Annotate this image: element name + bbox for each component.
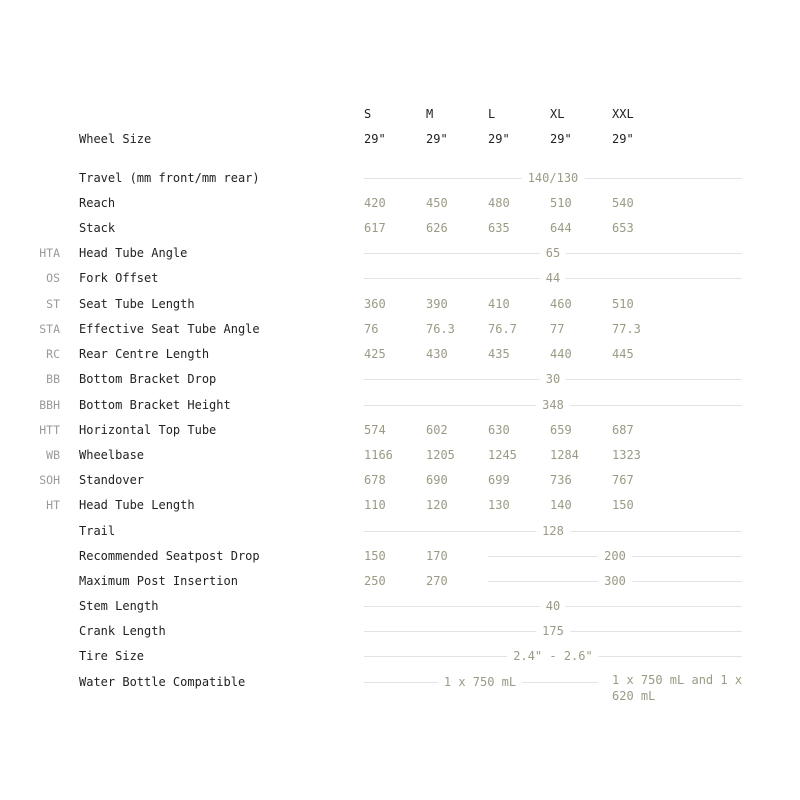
row-label: Travel (mm front/mm rear) (79, 171, 260, 185)
value-cell: 76.3 (426, 322, 455, 336)
row-label: Rear Centre Length (79, 347, 210, 361)
geometry-row-crank-length (0, 621, 800, 641)
row-abbreviation: BB (46, 372, 60, 386)
row-abbreviation: HTA (39, 246, 60, 260)
geometry-row-stack (0, 218, 800, 238)
value-cell: 1284 (550, 448, 579, 462)
geometry-row-trail (0, 521, 800, 541)
value-cell: 140 (550, 498, 572, 512)
size-header-row (0, 104, 800, 124)
row-label: Trail (79, 524, 116, 538)
value-cell: 635 (488, 221, 510, 235)
value-cell: 690 (426, 473, 448, 487)
spanned-value: 140/130 (522, 168, 585, 188)
spanned-value: 44 (540, 268, 566, 288)
value-cell: 430 (426, 347, 448, 361)
geometry-row-bottom-bracket-drop (0, 369, 800, 389)
value-cell: 150 (612, 498, 634, 512)
geometry-row-effective-seat-tube-angle (0, 319, 800, 339)
row-label: Reach (79, 196, 116, 210)
size-header-l: L (488, 107, 496, 121)
geometry-row-recommended-seatpost-drop (0, 546, 800, 566)
value-cell: 29" (550, 132, 572, 146)
value-cell: 480 (488, 196, 510, 210)
row-label: Crank Length (79, 624, 166, 638)
geometry-row-head-tube-angle (0, 243, 800, 263)
geometry-row-horizontal-top-tube (0, 420, 800, 440)
row-label: Wheel Size (79, 132, 152, 146)
spanned-value: 348 (536, 395, 570, 415)
row-label: Effective Seat Tube Angle (79, 322, 260, 336)
spanned-value: 65 (540, 243, 566, 263)
spanned-value: 128 (536, 521, 570, 541)
spanned-value: 40 (540, 596, 566, 616)
value-cell: 440 (550, 347, 572, 361)
geometry-row-water-bottle-compatible (0, 672, 800, 703)
row-abbreviation: STA (39, 322, 60, 336)
geometry-row-maximum-post-insertion (0, 571, 800, 591)
value-cell: 678 (364, 473, 386, 487)
row-label: Seat Tube Length (79, 297, 195, 311)
value-cell: 390 (426, 297, 448, 311)
row-abbreviation: HT (46, 498, 60, 512)
value-cell: 270 (426, 574, 448, 588)
size-header-xxl: XXL (612, 107, 634, 121)
value-cell: 767 (612, 473, 634, 487)
value-cell: 77 (550, 322, 565, 336)
value-cell: 170 (426, 549, 448, 563)
geometry-row-tire-size (0, 646, 800, 666)
geometry-row-seat-tube-length (0, 294, 800, 314)
spanned-value: 300 (598, 571, 632, 591)
value-cell: 699 (488, 473, 510, 487)
value-cell: 29" (426, 132, 448, 146)
spanned-value: 200 (598, 546, 632, 566)
row-label: Wheelbase (79, 448, 145, 462)
value-cell: 76 (364, 322, 379, 336)
row-label: Head Tube Length (79, 498, 195, 512)
value-cell: 1245 (488, 448, 517, 462)
value-cell: 29" (364, 132, 386, 146)
value-cell: 450 (426, 196, 448, 210)
value-cell: 626 (426, 221, 448, 235)
value-cell: 410 (488, 297, 510, 311)
value-cell: 644 (550, 221, 572, 235)
geometry-row-head-tube-length (0, 495, 800, 515)
value-cell: 1205 (426, 448, 455, 462)
row-label: Water Bottle Compatible (79, 675, 246, 689)
value-cell: 250 (364, 574, 386, 588)
value-cell: 630 (488, 423, 510, 437)
value-cell: 617 (364, 221, 386, 235)
geometry-row-wheel-size (0, 129, 800, 149)
geometry-row-reach (0, 193, 800, 213)
row-abbreviation: ST (46, 297, 60, 311)
spanned-value: 30 (540, 369, 566, 389)
value-cell: 510 (550, 196, 572, 210)
value-cell: 420 (364, 196, 386, 210)
value-cell: 29" (612, 132, 634, 146)
value-cell: 574 (364, 423, 386, 437)
geometry-row-stem-length (0, 596, 800, 616)
value-cell: 425 (364, 347, 386, 361)
row-label: Head Tube Angle (79, 246, 188, 260)
row-label: Tire Size (79, 649, 145, 663)
row-label: Horizontal Top Tube (79, 423, 217, 437)
geometry-row-wheelbase (0, 445, 800, 465)
row-abbreviation: BBH (39, 398, 60, 412)
geometry-row-bottom-bracket-height (0, 395, 800, 415)
row-label: Standover (79, 473, 145, 487)
value-cell: 1323 (612, 448, 641, 462)
value-cell: 659 (550, 423, 572, 437)
value-cell: 150 (364, 549, 386, 563)
row-label: Maximum Post Insertion (79, 574, 238, 588)
wrapped-value: 1 x 750 mL and 1 x 620 mL (612, 673, 743, 703)
size-header-m: M (426, 107, 434, 121)
row-label: Stem Length (79, 599, 159, 613)
value-cell: 360 (364, 297, 386, 311)
value-cell: 76.7 (488, 322, 517, 336)
value-cell: 510 (612, 297, 634, 311)
value-cell: 460 (550, 297, 572, 311)
value-cell: 130 (488, 498, 510, 512)
size-header-s: S (364, 107, 372, 121)
value-cell: 435 (488, 347, 510, 361)
geometry-row-rear-centre-length (0, 344, 800, 364)
value-cell: 29" (488, 132, 510, 146)
row-abbreviation: HTT (39, 423, 60, 437)
value-cell: 110 (364, 498, 386, 512)
row-abbreviation: RC (46, 347, 60, 361)
row-label: Fork Offset (79, 271, 159, 285)
size-header-xl: XL (550, 107, 565, 121)
value-cell: 120 (426, 498, 448, 512)
row-label: Recommended Seatpost Drop (79, 549, 260, 563)
spanned-value: 175 (536, 621, 570, 641)
value-cell: 653 (612, 221, 634, 235)
spanned-value: 2.4" - 2.6" (507, 646, 598, 666)
geometry-row-standover (0, 470, 800, 490)
value-cell: 77.3 (612, 322, 641, 336)
value-cell: 1166 (364, 448, 393, 462)
value-cell: 687 (612, 423, 634, 437)
spanned-value: 1 x 750 mL (438, 672, 522, 692)
value-cell: 736 (550, 473, 572, 487)
row-abbreviation: SOH (39, 473, 60, 487)
row-label: Bottom Bracket Height (79, 398, 231, 412)
row-label: Stack (79, 221, 116, 235)
row-label: Bottom Bracket Drop (79, 372, 217, 386)
geometry-row-travel-mm-front-mm-rear (0, 168, 800, 188)
row-abbreviation: OS (46, 271, 60, 285)
row-abbreviation: WB (46, 448, 60, 462)
value-cell: 602 (426, 423, 448, 437)
value-cell: 445 (612, 347, 634, 361)
geometry-row-fork-offset (0, 268, 800, 288)
value-cell: 540 (612, 196, 634, 210)
